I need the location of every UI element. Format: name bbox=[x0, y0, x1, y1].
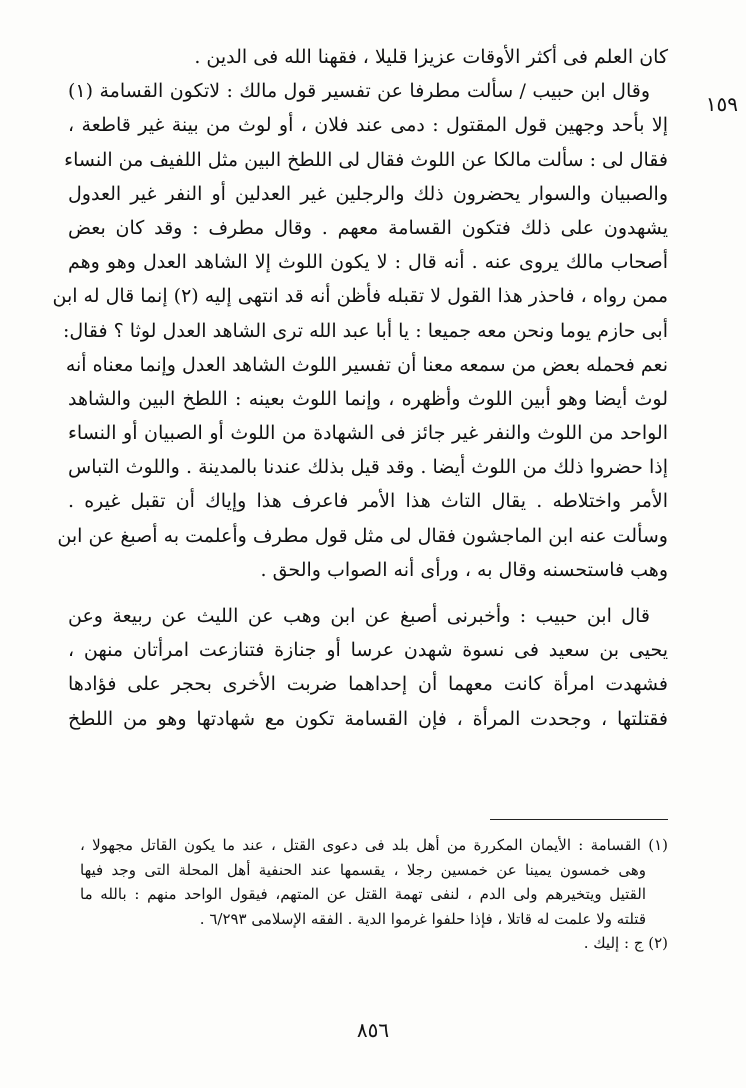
text-line: الأمر واختلاطه . يقال التاث هذا الأمر فاعرف هذا وإياك أن تقبل غيره . bbox=[68, 490, 668, 513]
text-line: يشهدون على ذلك فتكون القسامة معهم . وقال مطرف : وقد كان بعض bbox=[68, 216, 668, 239]
text-line: كان العلم فى أكثر الأوقات عزيزا قليلا ، فقهنا الله فى الدين . bbox=[194, 46, 668, 68]
text-line: أصحاب مالك يروى عنه . أنه قال : لا يكون اللوث إلا الشاهد العدل وهو وهم bbox=[68, 251, 668, 274]
footnote-divider bbox=[490, 819, 668, 820]
text-line: نعم فحمله بعض من سمعه معنا أن تفسير اللوث الشاهد العدل وإنما معناه أنه bbox=[65, 353, 668, 376]
text-line: لوث أيضا وهو أبين اللوث وأظهره ، وإنما اللوث بعينه : اللطخ البين والشاهد bbox=[68, 387, 668, 410]
text-line: والصبيان والسوار يحضرون ذلك والرجلين غير العدلين أو النفر غير العدول bbox=[68, 182, 668, 205]
footnote-line: القتيل ويتخيرهم ولى الدم ، لنفى تهمة القتل عن المتهم، فيقول الواحد منهم : بالله ما bbox=[80, 885, 646, 904]
margin-folio-number: ١٥٩ bbox=[705, 92, 738, 116]
text-line: وقال ابن حبيب / سألت مطرفا عن تفسير قول مالك : لاتكون القسامة (١) bbox=[68, 80, 650, 103]
text-line: فشهدت امرأة كانت معهما أن إحداهما ضربت الأخرى بحجر على فؤادها bbox=[68, 673, 668, 696]
text-line: إلا بأحد وجهين قول المقتول : دمى عند فلان ، أو لوث من بينة غير قاطعة ، bbox=[68, 114, 668, 137]
footnote-line: (١) القسامة : الأيمان المكررة من أهل بلد فى دعوى القتل ، عند ما يكون القاتل مجهولا ، bbox=[80, 836, 668, 854]
text-line: إذا حضروا ذلك من اللوث أيضا . وقد قيل بذلك عندنا بالمدينة . واللوث التباس bbox=[68, 456, 668, 479]
text-line: الواحد من اللوث والنفر غير جائز فى الشهادة من اللوث أو الصبيان أو النساء bbox=[68, 422, 668, 445]
text-line: يحيى بن سعيد فى نسوة شهدن عرسا أو جنازة فتنازعت امرأتان منهن ، bbox=[68, 639, 668, 662]
text-line: ممن رواه ، فاحذر هذا القول لا تقبله فأظن أنه قد انتهى إليه (٢) إنما قال له ابن bbox=[52, 285, 668, 308]
text-line: وهب فاستحسنه وقال به ، ورأى أنه الصواب والحق . bbox=[260, 558, 668, 581]
text-line: قال ابن حبيب : وأخبرنى أصبغ عن ابن وهب عن الليث عن ربيعة وعن bbox=[68, 605, 650, 627]
main-text bbox=[52, 40, 668, 736]
text-line: فقال لى : سألت مالكا عن اللوث فقال لى اللطخ البين مثل اللفيف من النساء bbox=[64, 148, 668, 171]
footnote-line: وهى خمسون يمينا عن خمسين رجلا ، يقسمها عند الحنفية أهل المحلة التى وجد فيها bbox=[80, 860, 646, 879]
paragraph-gap bbox=[68, 587, 668, 599]
text-line: فقتلتها ، وجحدت المرأة ، فإن القسامة تكون مع شهادتها وهو من اللطخ bbox=[68, 707, 668, 730]
text-line: أبى حازم يوما ونحن معه جميعا : يا أبا عبد الله ترى الشاهد العدل لوثا ؟ فقال: bbox=[62, 319, 668, 342]
footnote-line: (٢) ج : إليك . bbox=[583, 934, 668, 953]
page-number: ٨٥٦ bbox=[356, 1018, 390, 1042]
text-line: وسألت عنه ابن الماجشون فقال لى مثل قول مطرف وأعلمت به أصبغ عن ابن bbox=[57, 524, 668, 547]
footnote-line: قتلته ولا علمت له قاتلا ، فإذا حلفوا غرموا الدية . الفقه الإسلامى ٦/٢٩٣ . bbox=[199, 909, 646, 928]
footnotes bbox=[80, 833, 668, 956]
